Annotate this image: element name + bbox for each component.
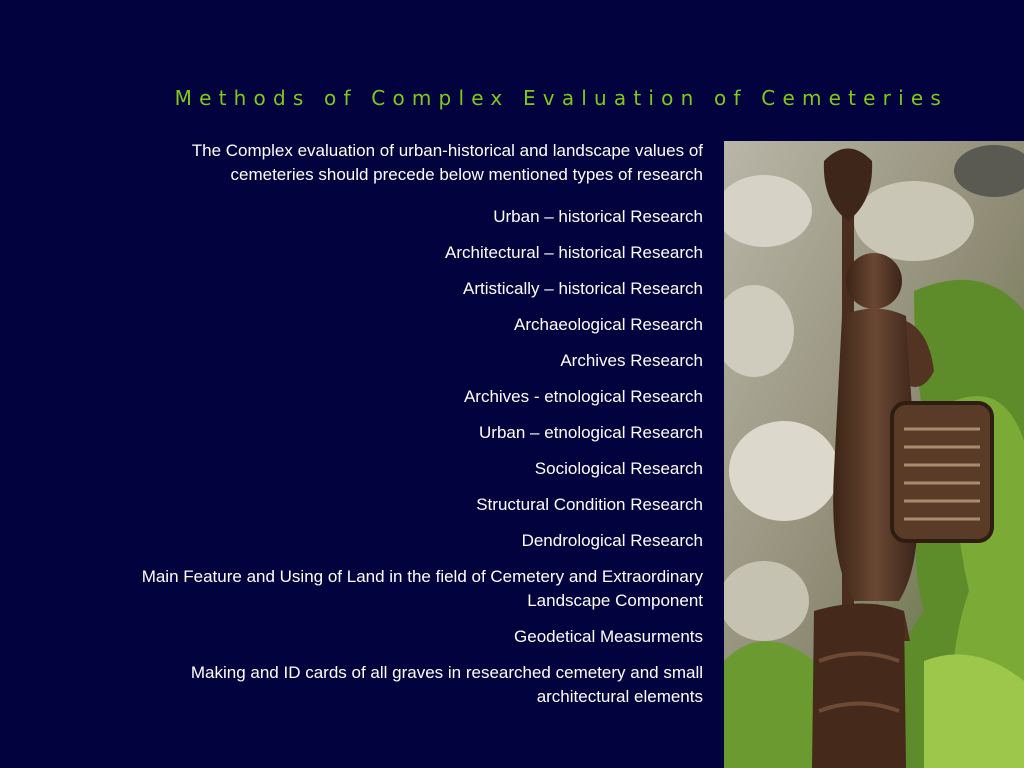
list-item: Archives - etnological Research [463,387,703,406]
list-item: Archaeological Research [514,315,703,334]
list-item: Urban – historical Research [493,207,703,226]
list-item: Geodetical Measurments [514,627,703,646]
list-item: Structural Condition Research [476,495,703,514]
list-item: Architectural – historical Research [445,243,703,262]
intro-text: The Complex evaluation of urban-historical and landscape values of cemeteries should precede below mentioned types of research [191,141,703,184]
cemetery-statue-photo [724,141,1024,768]
slide-body [110,139,703,721]
list-item: Making and ID cards of all graves in researched cemetery and small architectural elements [190,663,703,706]
slide-title: Methods of Complex Evaluation of Cemeteries [174,86,948,110]
research-list [110,205,703,709]
list-item: Archives Research [560,351,703,370]
list-item: Dendrological Research [521,531,703,550]
list-item: Urban – etnological Research [479,423,703,442]
list-item: Main Feature and Using of Land in the field of Cemetery and Extraordinary Landscape Component [141,567,703,610]
list-item: Sociological Research [534,459,703,478]
list-item: Artistically – historical Research [463,279,703,298]
